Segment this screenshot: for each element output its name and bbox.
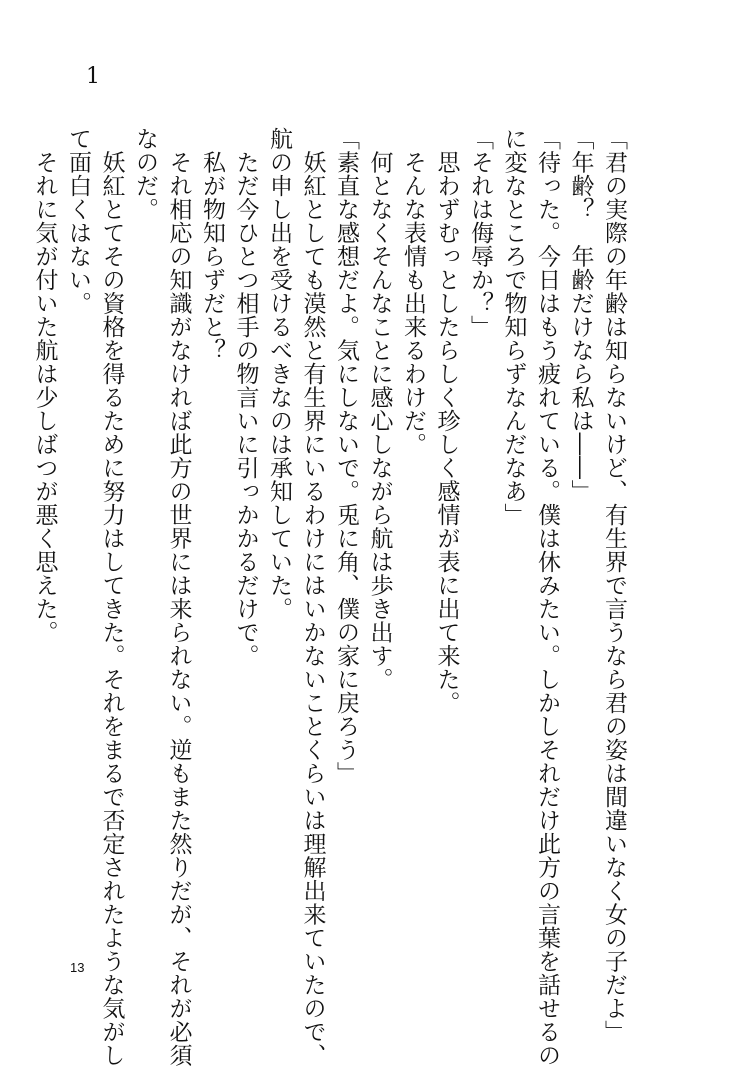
text-line: 「待った。今日はもう疲れている。僕は休みたい。しかしそれだけ此方の言葉を話せるの (534, 127, 560, 1067)
text-line: 何となくそんなことに感心しながら航は歩き出す。 (366, 127, 393, 691)
text-line: に変なところで物知らずなんだなあ」 (500, 127, 527, 527)
text-line: 思わずむっとしたらしく珍しく感情が表に出て来た。 (433, 127, 460, 715)
text-line: なのだ。 (132, 127, 158, 221)
text-line: 妖紅としても漠然と有生界にいるわけにはいかないことくらいは理解出来ていたので、 (299, 127, 326, 1067)
text-line: ただ今ひとつ相手の物言いに引っかかるだけで。 (232, 127, 259, 668)
page-number: 13 (70, 960, 85, 975)
text-line: それに気が付いた航は少しばつが悪く思えた。 (31, 127, 58, 644)
text-line: 「君の実際の年齢は知らないけど、有生界で言うなら君の姿は間違いなく女の子だよ」 (601, 127, 627, 1044)
text-line: 「それは侮辱か？」 (467, 127, 493, 339)
text-line: 妖紅とてその資格を得るために努力はしてきた。それをまるで否定されたような気がし (98, 127, 125, 1067)
text-line: て面白くはない。 (65, 127, 91, 315)
text-line: 「年齢？ 年齢だけなら私は――」 (567, 127, 594, 503)
text-line: そんな表情も出来るわけだ。 (400, 127, 426, 456)
text-line: それ相応の知識がなければ此方の世界には来られない。逆もまた然りだが、それが必須 (165, 127, 192, 1067)
text-line: 私が物知らずだと？ (199, 127, 225, 362)
text-line: 航の申し出を受けるべきなのは承知していた。 (266, 127, 292, 621)
text-line: 「素直な感想だよ。気にしないで。兎に角、僕の家に戻ろう」 (333, 127, 359, 785)
chapter-number: 1 (86, 64, 100, 89)
